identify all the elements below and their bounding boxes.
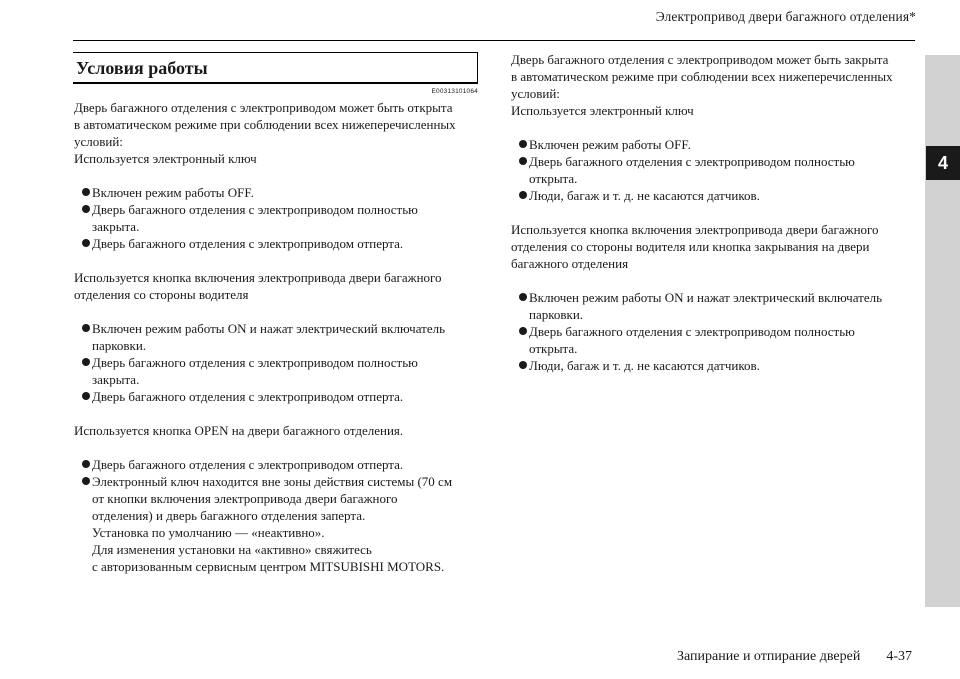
list-item: Включен режим работы OFF. [92, 184, 478, 201]
list-item: Включен режим работы ON и нажат электрический включатель парковки. [529, 289, 915, 323]
section-heading-box [73, 52, 478, 84]
right-intro-line-2: в автоматическом режиме при соблюдении всех нижеперечисленных [511, 69, 893, 84]
list-item: Дверь багажного отделения с электроприводом полностью открыта. [529, 323, 915, 357]
list-item: Электронный ключ находится вне зоны действия системы (70 см от кнопки включения электропривода двери багажного отделения) и дверь багажного отделения заперта. Установка по умолчанию — «неактивно». Для изменения установки на «активно» свяжитесь с авторизованным сервисным центром MITSUBISHI MOTORS. [92, 473, 478, 575]
list-item: Люди, багаж и т. д. не касаются датчиков. [529, 187, 915, 204]
list-item: Люди, багаж и т. д. не касаются датчиков. [529, 357, 915, 374]
right-intro-line-3: условий: [511, 86, 560, 101]
header-rule [73, 40, 915, 41]
list-item: Дверь багажного отделения с электроприводом отперта. [92, 235, 478, 252]
left-intro-line-3: условий: [74, 134, 123, 149]
left-intro-line-1: Дверь багажного отделения с электроприводом может быть открыта [74, 100, 453, 115]
left-intro-line-4: Используется электронный ключ [74, 151, 257, 166]
right-para-2-line-2: отделения со стороны водителя или кнопка закрывания на двери [511, 239, 870, 254]
list-item: Включен режим работы OFF. [529, 136, 915, 153]
section-title: Условия работы [76, 58, 208, 78]
list-item: Дверь багажного отделения с электроприводом полностью открыта. [529, 153, 915, 187]
left-column [74, 99, 478, 575]
left-para-2-line-1: Используется кнопка включения электропривода двери багажного [74, 270, 442, 285]
footer-section-title: Запирание и отпирание дверей [677, 649, 861, 664]
list-item: Дверь багажного отделения с электроприводом полностью закрыта. [92, 354, 478, 388]
right-para-2-line-3: багажного отделения [511, 256, 629, 271]
page-number: 4-37 [886, 649, 913, 664]
chapter-tab-number: 4 [926, 146, 960, 180]
right-intro-line-4: Используется электронный ключ [511, 103, 694, 118]
right-bullet-list-1 [511, 136, 915, 204]
left-bullet-list-3 [74, 456, 478, 575]
list-item: Включен режим работы ON и нажат электрический включатель парковки. [92, 320, 478, 354]
list-item: Дверь багажного отделения с электроприводом отперта. [92, 388, 478, 405]
left-intro-line-2: в автоматическом режиме при соблюдении всех нижеперечисленных [74, 117, 456, 132]
running-header: Электропривод двери багажного отделения* [655, 9, 916, 24]
page-footer [677, 649, 912, 665]
list-item: Дверь багажного отделения с электроприводом полностью закрыта. [92, 201, 478, 235]
right-intro-line-1: Дверь багажного отделения с электроприводом может быть закрыта [511, 52, 889, 67]
section-code: E00313101064 [431, 88, 478, 95]
left-bullet-list-1 [74, 184, 478, 252]
right-para-2-line-1: Используется кнопка включения электропривода двери багажного [511, 222, 879, 237]
right-bullet-list-2 [511, 289, 915, 374]
left-para-3: Используется кнопка OPEN на двери багажного отделения. [74, 423, 404, 438]
list-item: Дверь багажного отделения с электроприводом отперта. [92, 456, 478, 473]
left-bullet-list-2 [74, 320, 478, 405]
chapter-side-tab [925, 55, 960, 607]
left-para-2-line-2: отделения со стороны водителя [74, 287, 249, 302]
right-column [511, 51, 915, 374]
